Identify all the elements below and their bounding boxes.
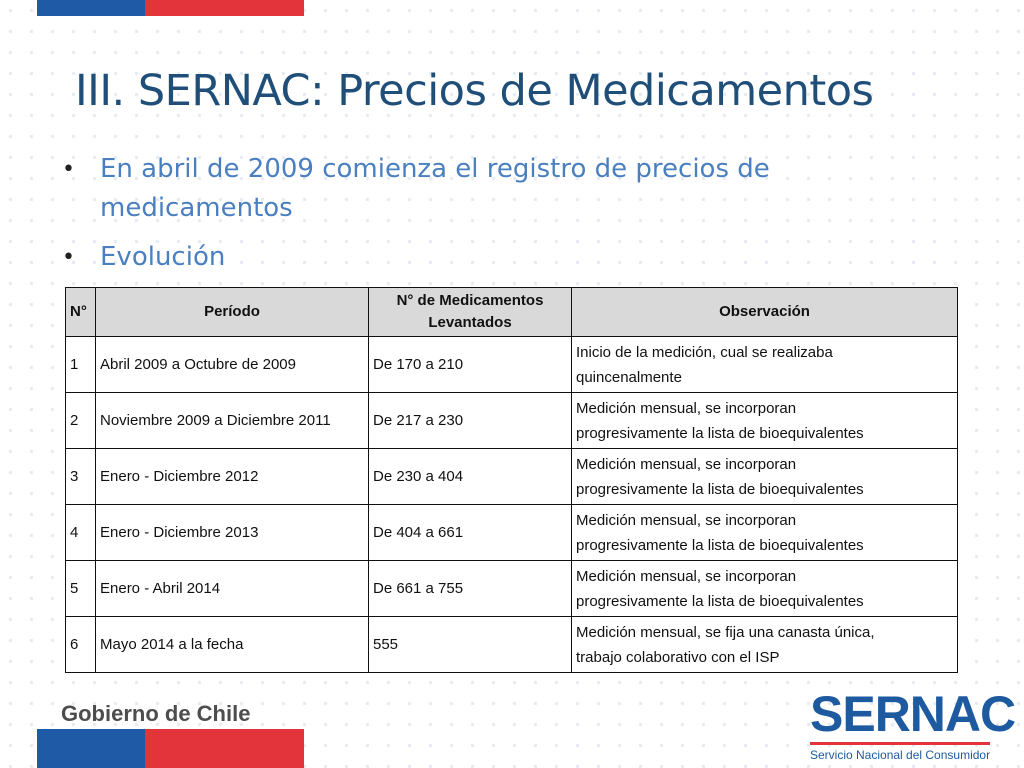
cell-periodo: Enero - Abril 2014 bbox=[96, 561, 369, 617]
top-flag-blue bbox=[37, 0, 145, 16]
obs-line1: Medición mensual, se incorporan bbox=[576, 455, 797, 473]
cell-periodo: Mayo 2014 a la fecha bbox=[96, 617, 369, 673]
cell-observacion bbox=[572, 617, 958, 673]
bullet-list bbox=[60, 150, 860, 277]
cell-observacion bbox=[572, 393, 958, 449]
medicamentos-table bbox=[65, 287, 958, 673]
table-row bbox=[66, 505, 958, 561]
obs-line2: progresivamente la lista de bioequivalentes bbox=[576, 536, 864, 554]
cell-medicamentos: De 661 a 755 bbox=[369, 561, 572, 617]
bottom-flag-blue bbox=[37, 729, 145, 768]
top-flag-red bbox=[145, 0, 304, 16]
obs-line2: quincenalmente bbox=[576, 368, 682, 386]
obs-line1: Medición mensual, se fija una canasta única, bbox=[576, 623, 875, 641]
table-row bbox=[66, 561, 958, 617]
table-row bbox=[66, 337, 958, 393]
cell-medicamentos: De 170 a 210 bbox=[369, 337, 572, 393]
obs-line1: Medición mensual, se incorporan bbox=[576, 399, 797, 417]
cell-n: 5 bbox=[66, 561, 96, 617]
cell-medicamentos: De 217 a 230 bbox=[369, 393, 572, 449]
cell-periodo: Enero - Diciembre 2012 bbox=[96, 449, 369, 505]
cell-observacion bbox=[572, 449, 958, 505]
obs-line2: progresivamente la lista de bioequivalentes bbox=[576, 480, 864, 498]
bottom-flag-red bbox=[145, 729, 304, 768]
table-row bbox=[66, 617, 958, 673]
table-row bbox=[66, 449, 958, 505]
obs-line2: progresivamente la lista de bioequivalentes bbox=[576, 424, 864, 442]
bullet-dot-icon: • bbox=[62, 157, 75, 182]
bullet-text: Evolución bbox=[100, 242, 226, 272]
cell-observacion bbox=[572, 505, 958, 561]
top-flag-bar bbox=[37, 0, 304, 16]
bullet-text: En abril de 2009 comienza el registro de precios de medicamentos bbox=[100, 154, 770, 223]
cell-periodo: Noviembre 2009 a Diciembre 2011 bbox=[96, 393, 369, 449]
sernac-logo-rule bbox=[810, 742, 990, 745]
bullet-dot-icon: • bbox=[62, 245, 75, 270]
cell-n: 3 bbox=[66, 449, 96, 505]
header-observacion: Observación bbox=[572, 288, 958, 337]
header-periodo: Período bbox=[96, 288, 369, 337]
bullet-item bbox=[60, 150, 860, 228]
cell-n: 1 bbox=[66, 337, 96, 393]
sernac-logo-subtitle: Servicio Nacional del Consumidor bbox=[810, 748, 991, 762]
cell-medicamentos: De 230 a 404 bbox=[369, 449, 572, 505]
sernac-logo-word: SERNAC bbox=[810, 686, 1016, 742]
header-medicamentos-line1: N° de Medicamentos bbox=[396, 292, 544, 309]
bottom-flag-bar bbox=[37, 729, 304, 768]
table-row bbox=[66, 393, 958, 449]
slide-title: III. SERNAC: Precios de Medicamentos bbox=[75, 66, 874, 116]
header-n: N° bbox=[66, 288, 96, 337]
obs-line1: Inicio de la medición, cual se realizaba bbox=[576, 343, 833, 361]
cell-periodo: Abril 2009 a Octubre de 2009 bbox=[96, 337, 369, 393]
cell-n: 2 bbox=[66, 393, 96, 449]
cell-periodo: Enero - Diciembre 2013 bbox=[96, 505, 369, 561]
table-header-row bbox=[66, 288, 958, 337]
cell-n: 6 bbox=[66, 617, 96, 673]
obs-line1: Medición mensual, se incorporan bbox=[576, 511, 797, 529]
obs-line2: trabajo colaborativo con el ISP bbox=[576, 648, 780, 666]
header-medicamentos-line2: Levantados bbox=[428, 314, 512, 331]
gobierno-de-chile-logo: Gobierno de Chile bbox=[61, 701, 251, 726]
header-medicamentos bbox=[369, 288, 572, 337]
cell-medicamentos: 555 bbox=[369, 617, 572, 673]
cell-observacion bbox=[572, 561, 958, 617]
cell-observacion bbox=[572, 337, 958, 393]
obs-line2: progresivamente la lista de bioequivalentes bbox=[576, 592, 864, 610]
sernac-logo bbox=[810, 686, 1016, 762]
cell-medicamentos: De 404 a 661 bbox=[369, 505, 572, 561]
bullet-item bbox=[60, 238, 860, 277]
cell-n: 4 bbox=[66, 505, 96, 561]
obs-line1: Medición mensual, se incorporan bbox=[576, 567, 797, 585]
